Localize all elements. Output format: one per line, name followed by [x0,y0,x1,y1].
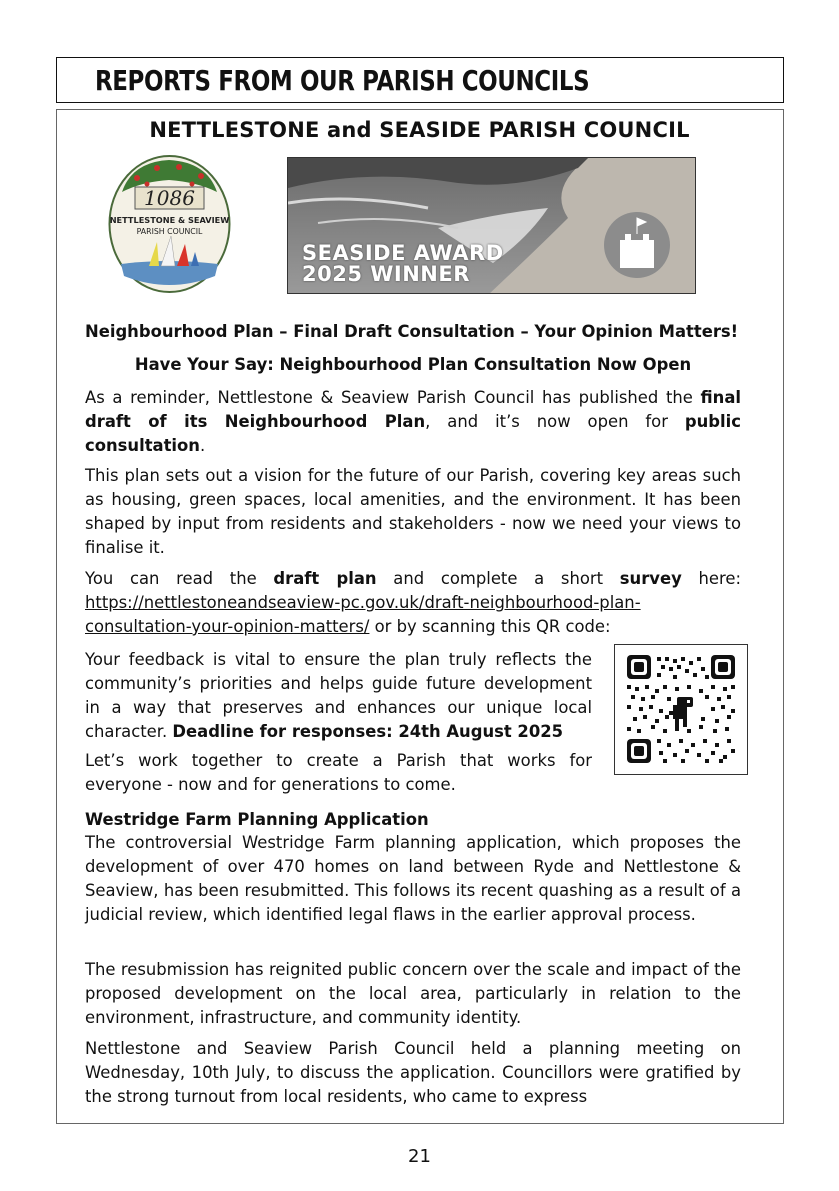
section1-paragraph2: This plan sets out a vision for the future of our Parish, covering key areas such as housing, green spaces, local amenities, and the environment. It has been shaped by input from residents and stakeholders - now we need your views to finalise it. [85,466,741,557]
section1-paragraph1 [85,386,741,458]
p3-text-d: survey [619,569,682,588]
section2-paragraph2: The resubmission has reignited public concern over the scale and impact of the proposed development on the local area, particularly in relation to the environment, infrastructure, and community identity. [85,960,741,1027]
parish-emblem [107,154,232,294]
section2-paragraph1: The controversial Westridge Farm planning application, which proposes the development of over 470 homes on land between Ryde and Nettlestone & Seaview, has been resubmitted. This follows its recent quashing as a result of a judicial review, which identified legal flaws in the earlier approval process. [85,833,741,924]
page-title: REPORTS FROM OUR PARISH COUNCILS [95,64,590,97]
p1-text-a: As a reminder, Nettlestone & Seaview Parish Council has published the [85,388,701,407]
section1-paragraph4 [85,648,592,744]
page-header [56,57,784,103]
p1-text-d: public consultation [85,412,741,455]
section1-paragraph5: Let’s work together to create a Parish that works for everyone - now and for generations to come. [85,751,592,794]
consultation-link[interactable]: https://nettlestoneandseaview-pc.gov.uk/draft-neighbourhood-plan-consultation-your-opinion-matters/ [85,593,641,636]
banner-line2: 2025 WINNER [302,262,470,286]
p1-text-e: . [199,436,206,455]
p3-text-c: and complete a short [376,569,620,588]
emblem-line1: NETTLESTONE & SEAVIEW [109,215,230,225]
p3-text-f: or by scanning this QR code: [369,617,611,636]
qr-code[interactable] [614,644,748,775]
p3-text-a: You can read the [85,569,274,588]
emblem-line2: PARISH COUNCIL [136,227,203,236]
section2-heading: Westridge Farm Planning Application [85,810,429,829]
p1-text-c: , and it’s now open for [425,412,685,431]
p3-text-b: draft plan [273,569,377,588]
section1-subheading: Have Your Say: Neighbourhood Plan Consultation Now Open [134,355,692,374]
section2-paragraph3: Nettlestone and Seaview Parish Council held a planning meeting on Wednesday, 10th July, to discuss the application. Councillors were gratified by the strong turnout from local residents, who came to express [85,1039,741,1106]
p4-text-a: Your feedback is vital to ensure the plan truly reflects the community’s priorities and helps guide future development in a way that preserves and enhances our unique local character. [85,650,592,741]
section1-heading: Neighbourhood Plan – Final Draft Consultation – Your Opinion Matters! [85,322,739,341]
banner-line1: SEASIDE AWARD [302,241,504,265]
page-number: 21 [408,1146,431,1167]
p3-text-e: here: [681,569,741,588]
section1-paragraph3 [85,567,741,639]
emblem-year: 1086 [144,186,195,210]
council-title: NETTLESTONE and SEASIDE PARISH COUNCIL [149,118,690,142]
p4-deadline: Deadline for responses: 24th August 2025 [172,722,564,741]
seaside-award-banner [287,157,696,294]
p1-text-b: final draft of its Neighbourhood Plan [85,388,741,431]
